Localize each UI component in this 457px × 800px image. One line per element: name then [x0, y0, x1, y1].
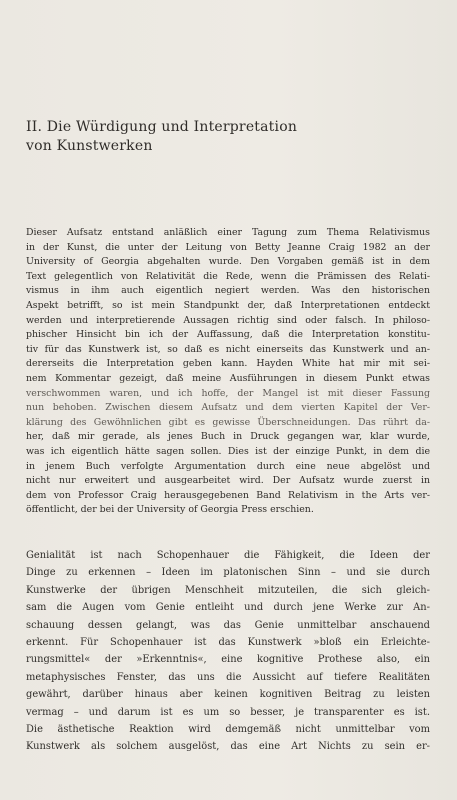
- text-line: Aspekt betrifft, so ist mein Standpunkt der, daß Interpretationen entdeckt: [26, 299, 430, 311]
- text-line: was ich eigentlich hätte sagen sollen. Dies ist der einzige Punkt, in dem die: [26, 445, 430, 457]
- chapter-heading: [26, 118, 406, 156]
- text-line: gewährt, darüber hinaus aber keinen kognitiven Beitrag zu leisten: [26, 689, 430, 701]
- text-line: dem von Professor Craig herausgegebenen Band Relativism in the Arts ver-: [26, 489, 430, 501]
- text-line: schauung dessen gelangt, was das Genie unmittelbar anschauend: [26, 619, 430, 631]
- text-line: Text gelegentlich von Relativität die Rede, wenn die Prämissen des Relati-: [26, 270, 430, 282]
- text-line: her, daß mir gerade, als jenes Buch in Druck gegangen war, klar wurde,: [26, 431, 430, 443]
- text-line: vismus in ihm auch eigentlich negiert werden. Was den historischen: [26, 285, 430, 297]
- text-line: dererseits die Interpretation geben kann. Hayden White hat mir mit sei-: [26, 358, 430, 370]
- body-paragraph: [26, 547, 430, 756]
- text-line: tiv für das Kunstwerk ist, so daß es nicht einerseits das Kunstwerk und an-: [26, 343, 430, 355]
- text-line: Kunstwerke der übrigen Menschheit mitzuteilen, die sich gleich-: [26, 584, 430, 596]
- intro-paragraph: [26, 226, 430, 518]
- text-line: Dieser Aufsatz entstand anläßlich einer Tagung zum Thema Relativismus: [26, 227, 430, 238]
- text-line: in der Kunst, die unter der Leitung von Betty Jeanne Craig 1982 an der: [26, 241, 430, 253]
- text-line: klärung des Gewöhnlichen gibt es gewisse Überschneidungen. Das rührt da-: [26, 416, 430, 428]
- text-line: Genialität ist nach Schopenhauer die Fähigkeit, die Ideen der: [26, 550, 430, 561]
- text-line: in jenem Buch verfolgte Argumentation durch eine neue abgelöst und: [26, 460, 430, 472]
- text-line: verschwommen waren, und ich hoffe, der Mangel ist mit dieser Fassung: [26, 387, 430, 399]
- text-line: vermag – und darum ist es um so besser, je transparenter es ist.: [26, 706, 430, 718]
- text-line: nun behoben. Zwischen diesem Aufsatz und dem vierten Kapitel der Ver-: [26, 402, 430, 414]
- text-line: nem Kommentar gezeigt, daß meine Ausführungen in diesem Punkt etwas: [26, 372, 430, 384]
- text-line: University of Georgia abgehalten wurde. Den Vorgaben gemäß ist in dem: [26, 256, 430, 268]
- text-line: werden und interpretierende Aussagen richtig sind oder falsch. In philoso-: [26, 314, 430, 326]
- text-line: Kunstwerk als solchem ausgelöst, das eine Art Nichts zu sein er-: [26, 741, 430, 753]
- text-line: rungsmittel« der »Erkenntnis«, eine kognitive Prothese also, ein: [26, 654, 430, 666]
- chapter-heading-line-1: II. Die Würdigung und Interpretation: [26, 119, 298, 135]
- text-line: sam die Augen vom Genie entleiht und durch jene Werke zur An-: [26, 602, 430, 614]
- text-line: phischer Hinsicht bin ich der Auffassung, daß die Interpretation konstitu-: [26, 329, 430, 341]
- text-line: Dinge zu erkennen – Ideen im platonischen Sinn – und sie durch: [26, 567, 430, 579]
- text-line: erkennt. Für Schopenhauer ist das Kunstwerk »bloß ein Erleichte-: [26, 636, 430, 648]
- text-line: öffentlicht, der bei der University of Georgia Press erschien.: [26, 504, 314, 516]
- text-line: Die ästhetische Reaktion wird demgemäß nicht unmittelbar vom: [26, 723, 430, 735]
- text-line: nicht nur erweitert und ausgearbeitet wird. Der Aufsatz wurde zuerst in: [26, 475, 430, 487]
- chapter-heading-line-2: von Kunstwerken: [26, 138, 153, 154]
- text-line: metaphysisches Fenster, das uns die Aussicht auf tiefere Realitäten: [26, 671, 430, 683]
